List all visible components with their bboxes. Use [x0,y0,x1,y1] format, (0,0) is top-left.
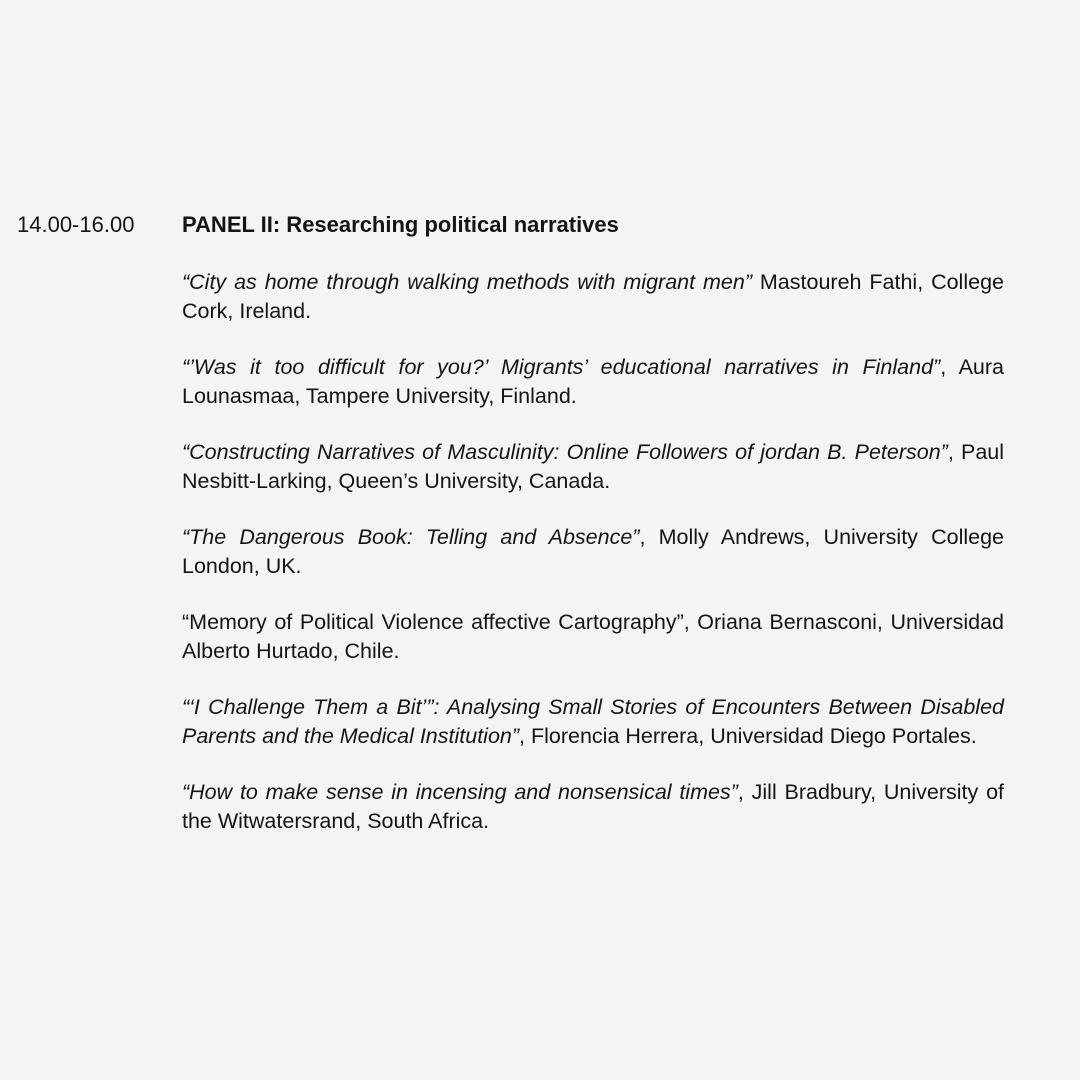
talk-presenter: Mastoureh Fathi, College Cork, Ireland. [182,270,1004,323]
talk-entry [182,523,1004,580]
talk-presenter: , Molly Andrews, University College London, UK. [182,525,1004,578]
panel-content [182,211,1004,863]
talk-presenter: , Oriana Bernasconi, Universidad Alberto Hurtado, Chile. [182,610,1004,663]
talk-title: “How to make sense in incensing and nonsensical times” [182,780,738,804]
talk-entry [182,608,1004,665]
talk-title: “Memory of Political Violence affective Cartography” [182,610,684,634]
talk-title: “’Was it too difficult for you?’ Migrants’ educational narratives in Finland” [182,355,941,379]
talk-entry [182,438,1004,495]
talk-presenter: , Paul Nesbitt-Larking, Queen’s University, Canada. [182,440,1005,493]
talk-entry [182,693,1004,750]
talk-entry [182,778,1004,835]
talk-title: “City as home through walking methods with migrant men” [182,270,752,294]
talk-entry [182,268,1004,325]
talk-presenter: , Aura Lounasmaa, Tampere University, Finland. [182,355,1005,408]
session-time: 14.00-16.00 [17,212,135,237]
panel-title: PANEL II: Researching political narratives [182,212,619,237]
talk-title: “The Dangerous Book: Telling and Absence” [182,525,640,549]
talk-title: “‘I Challenge Them a Bit’”: Analysing Small Stories of Encounters Between Disabled Parents and the Medical Institution” [182,695,1004,748]
talk-title: “Constructing Narratives of Masculinity: Online Followers of jordan B. Peterson” [182,440,948,464]
talk-entry [182,353,1004,410]
talk-presenter: , Jill Bradbury, University of the Witwatersrand, South Africa. [182,780,1005,833]
talk-presenter: , Florencia Herrera, Universidad Diego Portales. [519,723,977,748]
